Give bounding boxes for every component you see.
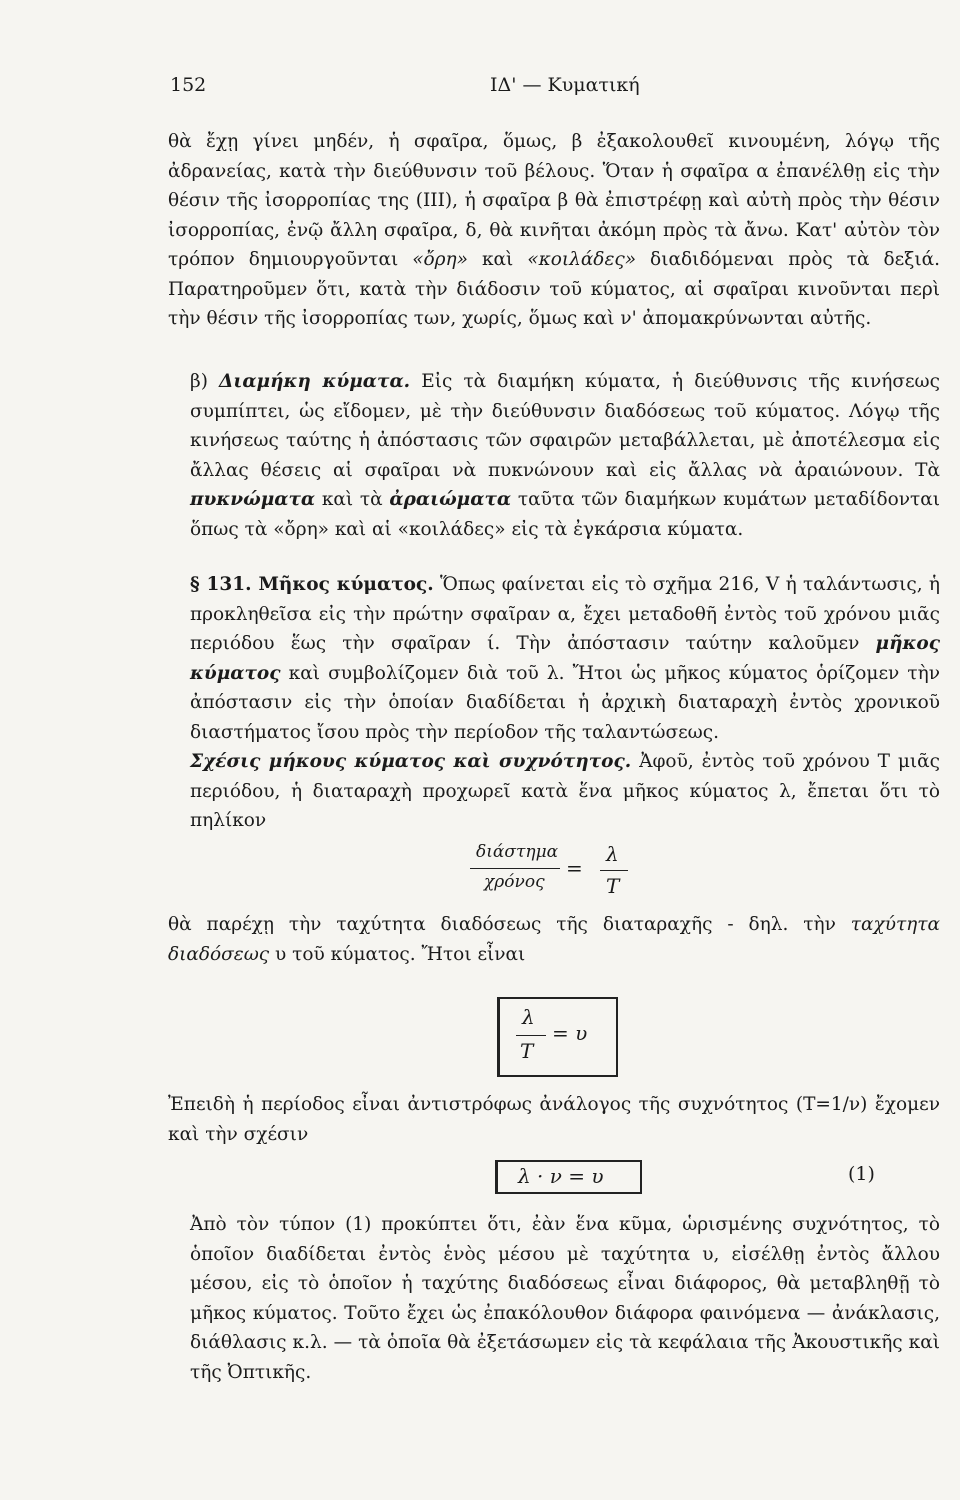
heading-longitudinal: Διαμήκη κύματα. (219, 371, 411, 392)
page-header (170, 74, 940, 102)
equation-number: (1) (848, 1163, 875, 1185)
subheading-relation: Σχέσις μήκους κύματος καὶ συχνότητος. (190, 751, 632, 772)
paragraph-velocity: θὰ παρέχῃ τὴν ταχύτητα διαδόσεως τῆς διαταραχῆς - δηλ. τὴν ταχύτητα διαδόσεως υ τοῦ κύματος. Ἤτοι εἶναι (168, 914, 940, 965)
section-number: § 131. (190, 574, 259, 595)
fraction-equation: διάστημα χρόνος = λ T (470, 840, 670, 900)
term-velocity: ταχύτητα διαδόσεως (168, 914, 940, 965)
boxed-formula-1: λ · ν = υ (495, 1160, 642, 1194)
paragraph-longitudinal-waves: β) Διαμήκη κύματα. Εἰς τὰ διαμήκη κύματα, ἡ διεύθυνσις τῆς κινήσεως συμπίπτει, ὡς εἴδομεν, μὲ τὴν διεύθυνσιν διαδόσεως τοῦ κύματος. Λόγῳ τῆς κινήσεως ταύτης ἡ ἀπόστασις τῶν σφαιρῶν μεταβάλλεται, μὲ ἀποτέλεσμα εἰς ἄλλας θέσεις αἱ σφαῖραι νὰ πυκνώνουν καὶ εἰς ἄλλας νὰ ἀραιώνουν. Τὰ πυκνώματα καὶ τὰ ἀραιώματα ταῦτα τῶν διαμήκων κυμάτων μεταδίδονται ὅπως τὰ «ὄρη» καὶ αἱ «κοιλάδες» εἰς τὰ ἐγκάρσια κύματα. (190, 371, 940, 540)
paragraph-transverse-waves: θὰ ἔχῃ γίνει μηδέν, ἡ σφαῖρα, ὅμως, β ἐξακολουθεῖ κινουμένη, λόγῳ τῆς ἀδρανείας, κατὰ τὴν διεύθυνσιν τοῦ βέλους. Ὅταν ἡ σφαῖρα α ἐπανέλθῃ εἰς τὴν θέσιν τῆς ἰσορροπίας της (III), ἡ σφαῖρα β θὰ ἐπιστρέφῃ καὶ αὐτὴ πρὸς τὴν θέσιν ἰσορροπίας, ἐνῷ ἄλλη σφαῖρα, δ, θὰ κινῆται ἀκόμη πρὸς τὰ ἄνω. Κατ' αὐτὸν τὸν τρόπον δημιουργοῦνται «ὄρη» καὶ «κοιλάδες» διαδιδόμεναι πρὸς τὰ δεξιά. Παρατηροῦμεν ὅτι, κατὰ τὴν διάδοσιν τοῦ κύματος, αἱ σφαῖραι κινοῦνται περὶ τὴν θέσιν τῆς ἰσορροπίας των, χωρίς, ὅμως καὶ ν' ἀπομακρύνωνται αὐτῆς. (168, 131, 940, 329)
boxed-formula-velocity: λ T = υ (497, 997, 618, 1077)
paragraph-frequency: Ἐπειδὴ ἡ περίοδος εἶναι ἀντιστρόφως ἀνάλογος τῆς συχνότητος (T=1/ν) ἔχομεν καὶ τὴν σχέσιν (168, 1094, 940, 1145)
page-number: 152 (170, 74, 207, 96)
term-koilades: «κοιλάδες» (527, 249, 637, 270)
section-131: § 131. Μῆκος κύματος. Ὅπως φαίνεται εἰς τὸ σχῆμα 216, V ἡ ταλάντωσις, ἡ προκληθεῖσα εἰς τὴν πρώτην σφαῖραν α, ἔχει μεταδοθῆ ἐντὸς τοῦ χρόνου μιᾶς περιόδου ἕως τὴν σφαῖραν ί. Τὴν ἀπόστασιν ταύτην καλοῦμεν μῆκος κύματος καὶ συμβολίζομεν διὰ τοῦ λ. Ἤτοι ὡς μῆκος κύματος ὁρίζομεν τὴν ἀπόστασιν εἰς τὴν ὁποίαν διαδίδεται ἡ ἀρχικὴ διαταραχὴ ἐντὸς χρονικοῦ διαστήματος ἴσου πρὸς τὴν περίοδον τῆς ταλαντώσεως. Σχέσις μήκους κύματος καὶ συχνότητος. Ἀφοῦ, ἐντὸς τοῦ χρόνου T μιᾶς περιόδου, ἡ διαταραχὴ προχωρεῖ κατὰ ἕνα μῆκος κύματος λ, ἔπεται ὅτι τὸ πηλίκον (190, 574, 940, 831)
fraction-bar (600, 870, 628, 871)
section-title: Μῆκος κύματος. (258, 574, 434, 595)
term-ore: «ὄρη» (412, 249, 468, 270)
paragraph-consequences: Ἀπὸ τὸν τύπον (1) προκύπτει ὅτι, ἐὰν ἕνα κῦμα, ὡρισμένης συχνότητος, τὸ ὁποῖον διαδίδεται ἐντὸς ἑνὸς μέσου μὲ ταχύτητα υ, εἰσέλθῃ ἐντὸς ἄλλου μέσου, εἰς τὸ ὁποῖον ἡ ταχύτης διαδόσεως εἶναι διάφορος, θὰ μεταβληθῇ τὸ μῆκος κύματος. Τοῦτο ἔχει ὡς ἐπακόλουθον διάφορα φαινόμενα — ἀνάκλασις, διάθλασις κ.λ. — τὰ ὁποῖα θὰ ἐξετάσωμεν εἰς τὰ κεφάλαια τῆς Ἀκουστικῆς καὶ τῆς Ὀπτικῆς. (190, 1214, 940, 1383)
fraction-bar (470, 868, 560, 869)
running-title: ΙΔ' — Κυματική (490, 74, 640, 96)
fraction-bar (516, 1035, 546, 1036)
term-pyknomata: πυκνώματα (190, 489, 316, 510)
term-wavelength: μῆκος κύματος (190, 633, 940, 684)
term-araiomata: ἀραιώματα (389, 489, 512, 510)
